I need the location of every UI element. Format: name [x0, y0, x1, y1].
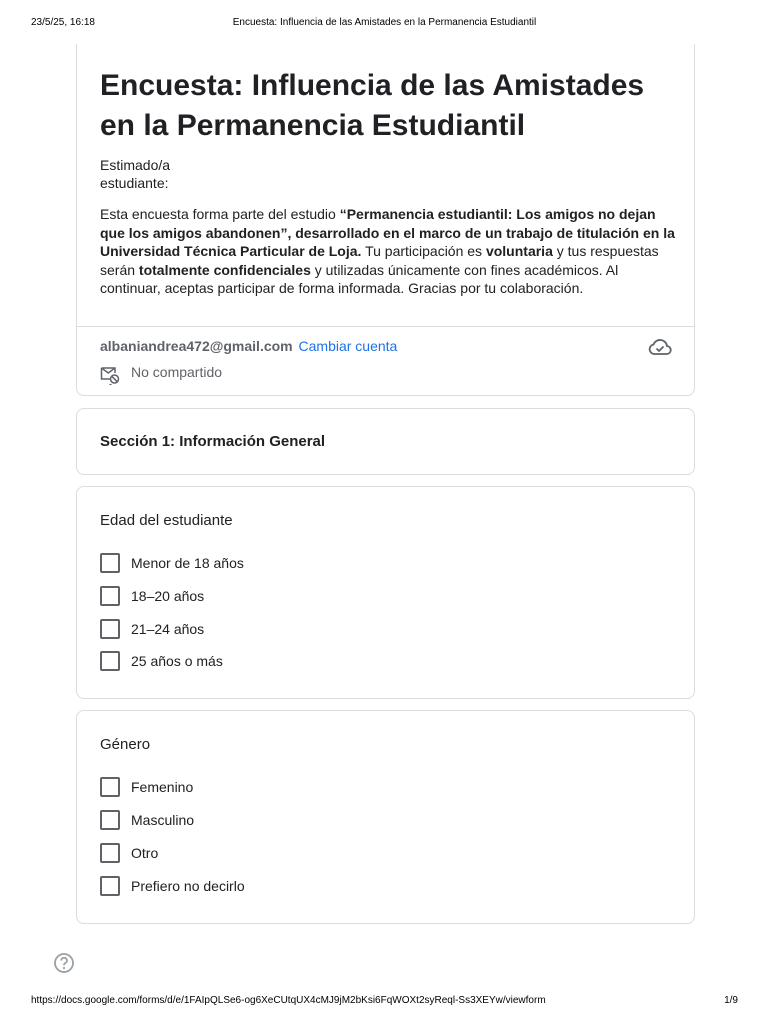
- print-page-number: 1/9: [724, 995, 738, 1006]
- question-gender: [76, 710, 695, 924]
- print-header: [31, 17, 738, 31]
- not-shared-label: No compartido: [131, 364, 223, 380]
- help-icon[interactable]: [53, 952, 75, 974]
- checkbox-option[interactable]: [100, 650, 400, 672]
- checkbox-option[interactable]: [100, 875, 400, 897]
- print-date: 23/5/25, 16:18: [31, 17, 95, 28]
- form-title: Encuesta: Influencia de las Amistades en la Permanencia Estudiantil: [100, 69, 645, 142]
- cloud-check-icon[interactable]: [648, 338, 672, 356]
- checkbox[interactable]: [100, 553, 120, 573]
- checkbox-option[interactable]: [100, 776, 400, 798]
- form-header-card: [76, 44, 695, 396]
- account-row: [100, 337, 397, 355]
- form-greeting: Estimado/a estudiante:: [100, 157, 171, 191]
- mail-not-shared-icon: [100, 364, 120, 386]
- checkbox-option[interactable]: [100, 585, 400, 607]
- question-age: [76, 486, 695, 699]
- question-title: Género: [100, 736, 151, 753]
- description-bold-3: totalmente confidenciales: [138, 261, 311, 278]
- checkbox-option[interactable]: [100, 618, 400, 640]
- option-label: 25 años o más: [131, 653, 223, 669]
- form-description: [100, 205, 678, 298]
- checkbox[interactable]: [100, 777, 120, 797]
- print-url: https://docs.google.com/forms/d/e/1FAIpQLSe6-og6XeCUtqUX4cMJ9jM2bKsi6FqWOXt2syReql-Ss3XEYw/viewform: [31, 995, 546, 1006]
- checkbox[interactable]: [100, 586, 120, 606]
- checkbox-option[interactable]: [100, 809, 400, 831]
- print-footer: [31, 995, 738, 1009]
- checkbox-option[interactable]: [100, 842, 400, 864]
- option-label: Otro: [131, 845, 159, 861]
- switch-account-link[interactable]: Cambiar cuenta: [298, 338, 398, 354]
- description-bold-2: voluntaria: [485, 243, 553, 259]
- description-text-4: y utilizadas únicamente con fines académicos. Al continuar, aceptas participar de forma informada. Gracias por tu colaboración.: [100, 261, 619, 296]
- checkbox[interactable]: [100, 876, 120, 896]
- description-bold-1: “Permanencia estudiantil: Los amigos no dejan que los amigos abandonen”, desarrollado en el marco de un trabajo de titulación en la Universidad Técnica Particular de Loja.: [100, 206, 675, 259]
- section-card: [76, 408, 695, 475]
- checkbox[interactable]: [100, 619, 120, 639]
- option-label: Femenino: [131, 779, 194, 795]
- checkbox-option[interactable]: [100, 552, 400, 574]
- option-label: Masculino: [131, 812, 195, 828]
- description-text-2: Tu participación es: [361, 243, 486, 259]
- checkbox[interactable]: [100, 651, 120, 671]
- option-label: 18–20 años: [131, 588, 205, 604]
- checkbox[interactable]: [100, 843, 120, 863]
- account-email: albaniandrea472@gmail.com: [100, 338, 293, 354]
- question-title: Edad del estudiante: [100, 512, 233, 529]
- checkbox[interactable]: [100, 810, 120, 830]
- print-title: Encuesta: Influencia de las Amistades en la Permanencia Estudiantil: [232, 17, 537, 28]
- option-label: Prefiero no decirlo: [131, 878, 245, 894]
- section-title: Sección 1: Información General: [100, 433, 326, 450]
- header-divider: [77, 326, 694, 327]
- description-text-1: Esta encuesta forma parte del estudio: [100, 206, 340, 222]
- option-label: 21–24 años: [131, 621, 205, 637]
- option-label: Menor de 18 años: [131, 555, 244, 571]
- description-text-3: y tus respuestas serán: [100, 243, 659, 278]
